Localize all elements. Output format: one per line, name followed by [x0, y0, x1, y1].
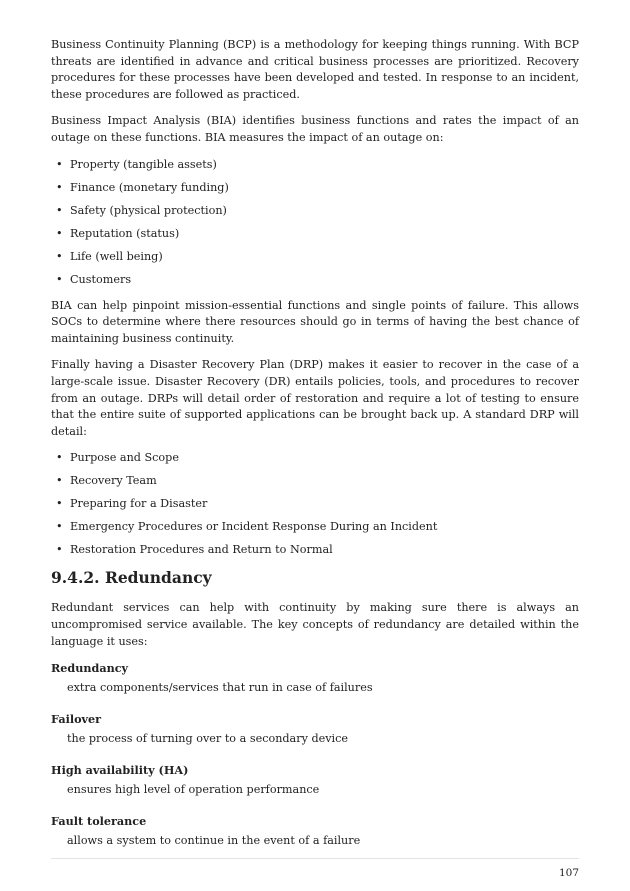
paragraph-bia-help: BIA can help pinpoint mission-essential functions and single points of failure. This allows SOCs to determine where there resources should go in terms of having the best chance of maintaining business continuity. [51, 298, 579, 345]
paragraph-bia: Business Impact Analysis (BIA) identifies business functions and rates the impact of an outage on these functions. BIA measures the impact of an outage on: [51, 114, 579, 144]
paragraph-drp: Finally having a Disaster Recovery Plan (DRP) makes it easier to recover in the case of a large-scale issue. Disaster Recovery (DR) entails policies, tools, and procedures to recover from an outage. DRPs will detail order of restoration and require a lot of testing to ensure that the entire suite of supported applications can be brought back up. A standard DRP will detail: [51, 358, 579, 438]
page-number: 107 [558, 867, 579, 879]
term: Failover [51, 712, 102, 727]
term-definition: the process of turning over to a secondary device [67, 732, 349, 746]
term: Redundancy [51, 661, 129, 676]
term-definition: ensures high level of operation performance [67, 783, 320, 797]
list-item: • Safety (physical protection) [51, 203, 579, 219]
section-heading-redundancy: 9.4.2. Redundancy [51, 568, 212, 588]
term-definition: allows a system to continue in the event of a failure [67, 834, 361, 848]
term-definition: extra components/services that run in case of failures [67, 681, 373, 695]
list-item: • Emergency Procedures or Incident Response During an Incident [51, 519, 579, 535]
list-item: • Finance (monetary funding) [51, 180, 579, 196]
paragraph-redundancy-intro: Redundant services can help with continuity by making sure there is always an uncompromised service available. The key concepts of redundancy are detailed within the language it uses: [51, 601, 579, 648]
bia-impact-list [51, 157, 579, 288]
term: High availability (HA) [51, 763, 189, 778]
paragraph-bcp: Business Continuity Planning (BCP) is a methodology for keeping things running. With BCP threats are identified in advance and critical business processes are prioritized. Recovery procedures for these processes have been developed and tested. In response to an incident, these procedures are followed as practiced. [51, 38, 579, 101]
list-item: • Customers [51, 272, 579, 288]
list-item: • Recovery Team [51, 473, 579, 489]
list-item: • Restoration Procedures and Return to Normal [51, 542, 579, 558]
list-item: • Purpose and Scope [51, 450, 579, 466]
list-item: • Preparing for a Disaster [51, 496, 579, 512]
redundancy-terms [51, 660, 579, 849]
list-item: • Reputation (status) [51, 226, 579, 242]
list-item: • Property (tangible assets) [51, 157, 579, 173]
drp-detail-list [51, 450, 579, 558]
page-content [51, 37, 579, 864]
term: Fault tolerance [51, 814, 147, 829]
footer-divider [51, 858, 579, 859]
list-item: • Life (well being) [51, 249, 579, 265]
